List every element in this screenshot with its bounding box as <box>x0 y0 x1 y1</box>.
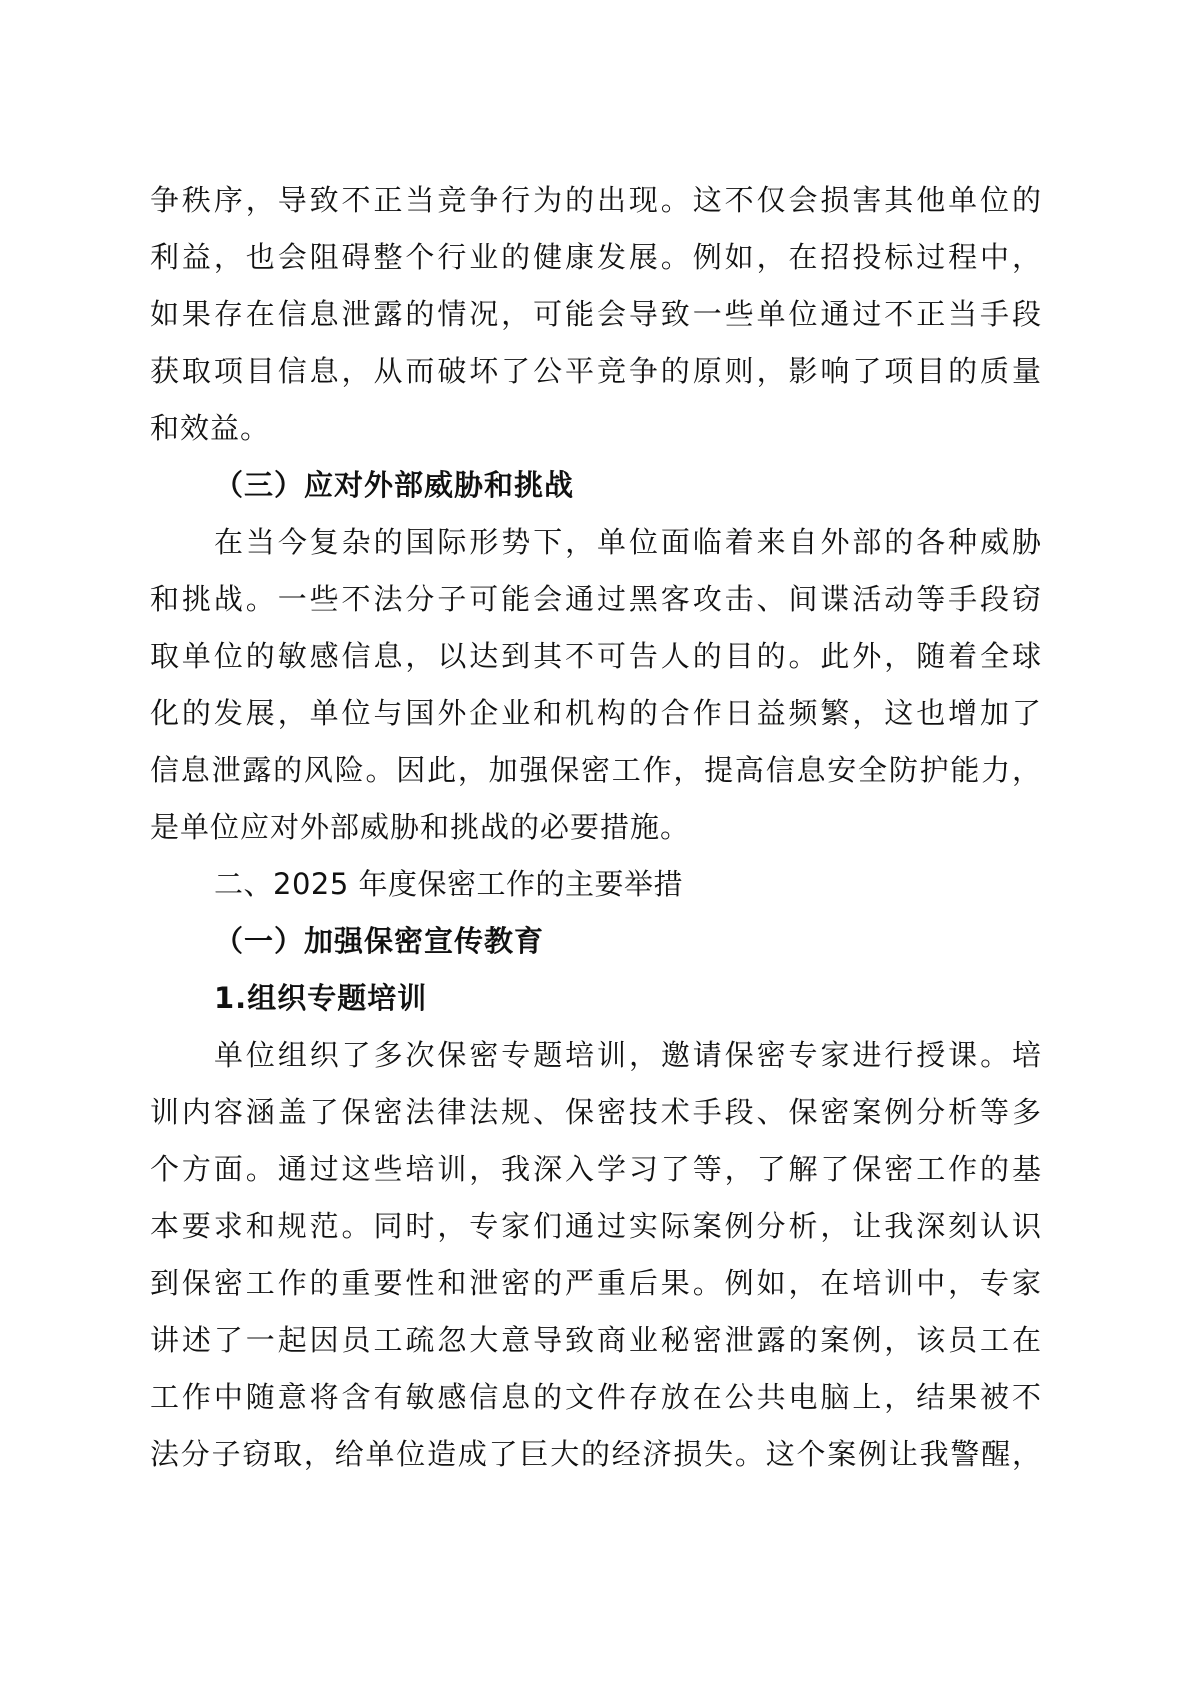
text-line: 训内容涵盖了保密法律法规、保密技术手段、保密案例分析等多 <box>150 1095 1042 1129</box>
text-line: 到保密工作的重要性和泄密的严重后果。例如，在培训中，专家 <box>150 1266 1042 1300</box>
text-line: 法分子窃取，给单位造成了巨大的经济损失。这个案例让我警醒， <box>150 1437 1042 1471</box>
text-line: 个方面。通过这些培训，我深入学习了等，了解了保密工作的基 <box>150 1152 1042 1186</box>
paragraph <box>150 1027 1042 1483</box>
section-heading <box>150 457 1042 514</box>
text-line: 获取项目信息，从而破坏了公平竞争的原则，影响了项目的质量 <box>150 354 1042 388</box>
chapter-heading <box>150 856 1042 913</box>
heading-text: 二、2025 年度保密工作的主要举措 <box>214 867 684 901</box>
text-line: 和效益。 <box>150 411 271 445</box>
text-line: 和挑战。一些不法分子可能会通过黑客攻击、间谍活动等手段窃 <box>150 582 1042 616</box>
text-line: 工作中随意将含有敏感信息的文件存放在公共电脑上，结果被不 <box>150 1380 1042 1414</box>
text-line: 化的发展，单位与国外企业和机构的合作日益频繁，这也增加了 <box>150 696 1042 730</box>
heading-text: （三）应对外部威胁和挑战 <box>214 468 575 502</box>
heading-text: （一）加强保密宣传教育 <box>214 924 545 958</box>
text-line: 如果存在信息泄露的情况，可能会导致一些单位通过不正当手段 <box>150 297 1042 331</box>
text-line: 本要求和规范。同时，专家们通过实际案例分析，让我深刻认识 <box>150 1209 1042 1243</box>
paragraph <box>150 514 1042 856</box>
text-line: 取单位的敏感信息，以达到其不可告人的目的。此外，随着全球 <box>150 639 1042 673</box>
text-line: 利益，也会阻碍整个行业的健康发展。例如，在招投标过程中， <box>150 240 1042 274</box>
text-line: 在当今复杂的国际形势下，单位面临着来自外部的各种威胁 <box>214 525 1042 559</box>
text-line: 讲述了一起因员工疏忽大意导致商业秘密泄露的案例，该员工在 <box>150 1323 1042 1357</box>
heading-text: 1.组织专题培训 <box>214 981 428 1015</box>
paragraph <box>150 172 1042 457</box>
text-line: 争秩序，导致不正当竞争行为的出现。这不仅会损害其他单位的 <box>150 183 1042 217</box>
document-page <box>150 172 1042 1483</box>
text-line: 是单位应对外部威胁和挑战的必要措施。 <box>150 810 691 844</box>
text-line: 信息泄露的风险。因此，加强保密工作，提高信息安全防护能力， <box>150 753 1042 787</box>
section-heading <box>150 913 1042 970</box>
text-line: 单位组织了多次保密专题培训，邀请保密专家进行授课。培 <box>214 1038 1042 1072</box>
subsection-heading <box>150 970 1042 1027</box>
